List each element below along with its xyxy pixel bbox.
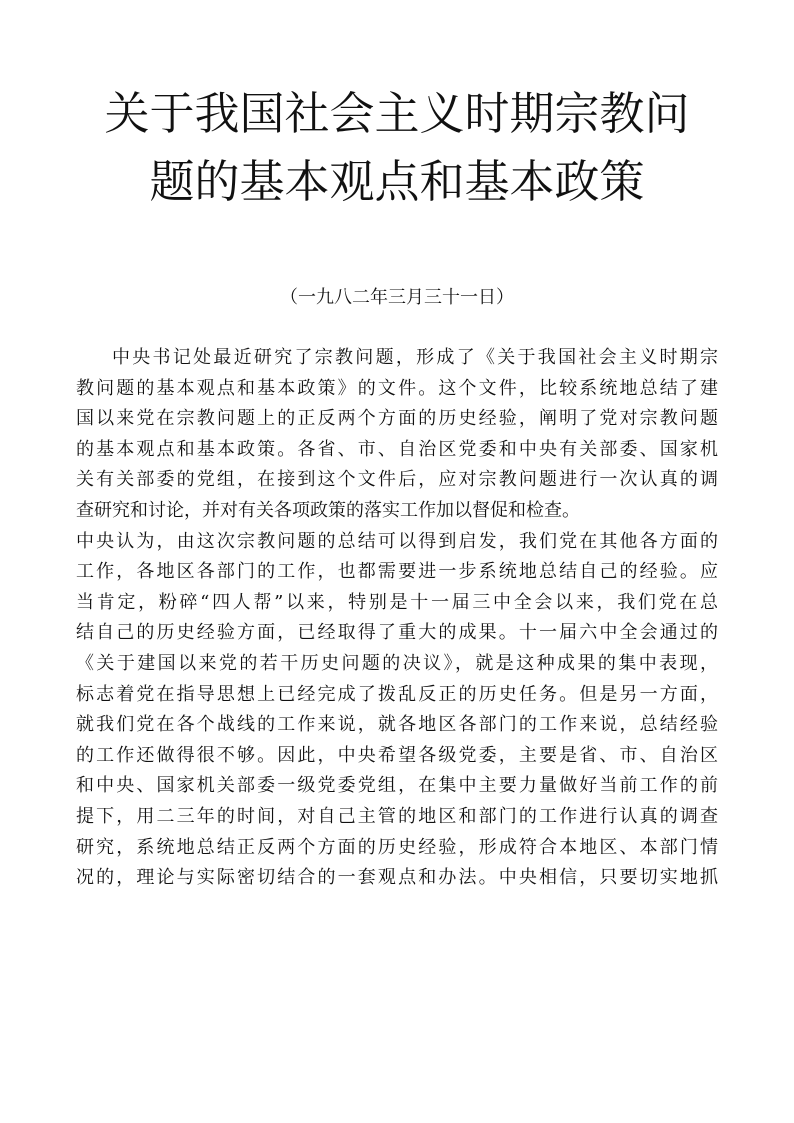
title-line-1: 关于我国社会主义时期宗教问 (104, 87, 690, 140)
body-line: 国以来党在宗教问题上的正反两个方面的历史经验，阐明了党对宗教问题 (76, 408, 718, 430)
body-line: 就我们党在各个战线的工作来说，就各地区各部门的工作来说，总结经验 (76, 714, 718, 736)
body-line: 的基本观点和基本政策。各省、市、自治区党委和中央有关部委、国家机 (76, 438, 718, 460)
body-line: 的工作还做得很不够。因此，中央希望各级党委，主要是省、市、自治区 (76, 744, 718, 766)
body-line: 标志着党在指导思想上已经完成了拨乱反正的历史任务。但是另一方面， (76, 683, 718, 705)
title-line-2: 题的基本观点和基本政策 (149, 155, 645, 208)
document-title (40, 80, 754, 216)
body-line: 和中央、国家机关部委一级党委党组，在集中主要力量做好当前工作的前 (76, 775, 718, 797)
body-line: 况的，理论与实际密切结合的一套观点和办法。中央相信，只要切实地抓 (76, 867, 718, 889)
body-line: 教问题的基本观点和基本政策》的文件。这个文件，比较系统地总结了建 (76, 377, 718, 399)
body-line: 研究，系统地总结正反两个方面的历史经验，形成符合本地区、本部门情 (76, 836, 718, 858)
body-line: 工作，各地区各部门的工作，也都需要进一步系统地总结自己的经验。应 (76, 561, 718, 583)
body-line: 中央书记处最近研究了宗教问题，形成了《关于我国社会主义时期宗 (112, 347, 718, 368)
body-line: 关有关部委的党组，在接到这个文件后，应对宗教问题进行一次认真的调 (76, 469, 718, 491)
body-line: 中央认为，由这次宗教问题的总结可以得到启发，我们党在其他各方面的 (76, 530, 718, 552)
body-line: 提下，用二三年的时间，对自己主管的地区和部门的工作进行认真的调查 (76, 805, 718, 827)
body-line: 《关于建国以来党的若干历史问题的决议》，就是这种成果的集中表现， (76, 652, 718, 674)
body-line: 结自己的历史经验方面，已经取得了重大的成果。十一届六中全会通过的 (76, 622, 718, 644)
body-line: 当肯定，粉碎“四人帮”以来，特别是十一届三中全会以来，我们党在总 (76, 591, 718, 613)
document-date: （一九八二年三月三十一日） (280, 287, 514, 308)
body-line: 查研究和讨论，并对有关各项政策的落实工作加以督促和检查。 (76, 499, 580, 521)
document-body (76, 343, 718, 894)
